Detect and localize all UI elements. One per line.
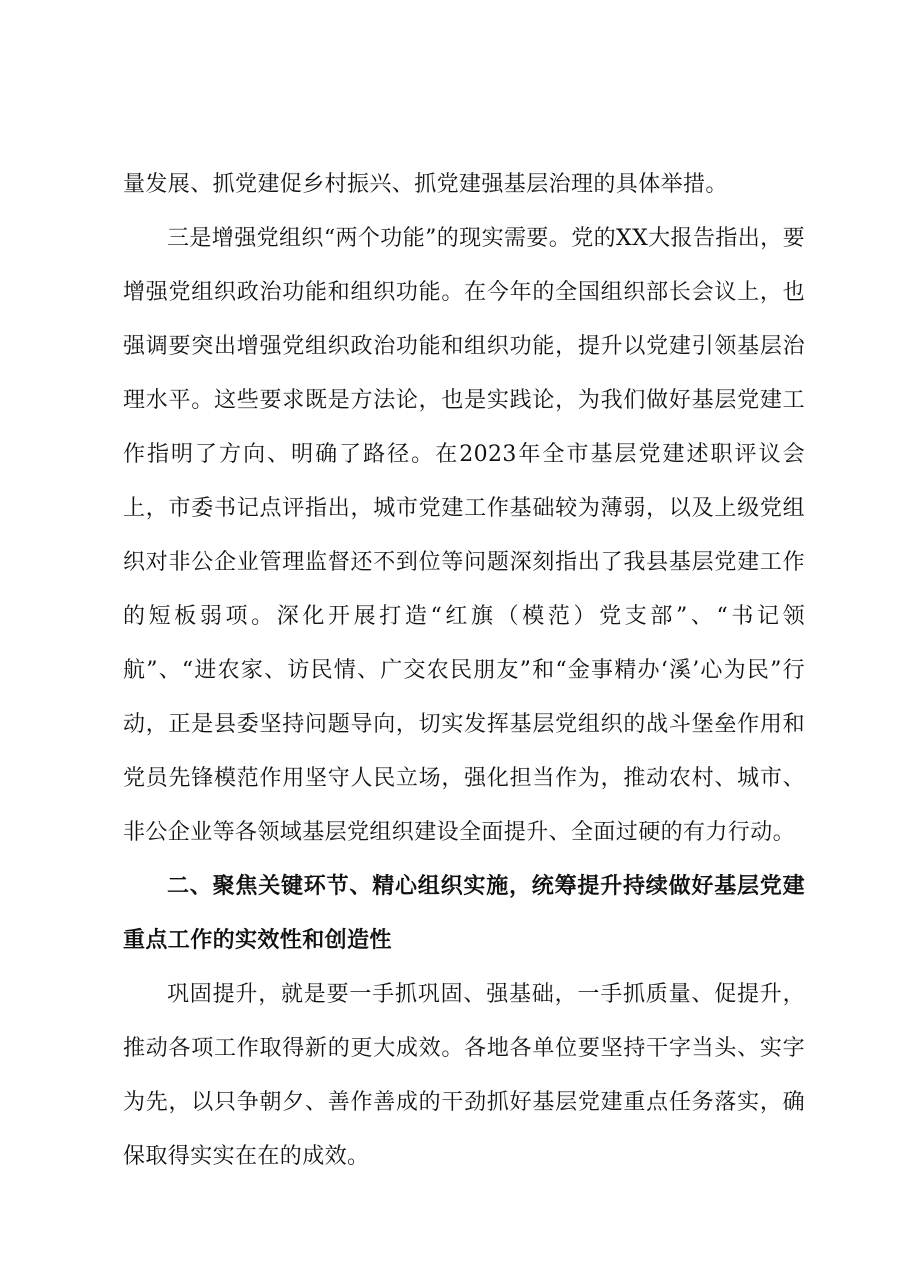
continuation-paragraph: 量发展、抓党建促乡村振兴、抓党建强基层治理的具体举措。	[123, 172, 728, 197]
section-heading: 二、聚焦关键环节、精心组织实施，统筹提升持续做好基层党建重点工作的实效性和创造性	[123, 874, 805, 953]
body-paragraph-two-functions: 三是增强党组织“两个功能”的现实需要。党的XX大报告指出，要增强党组织政治功能和组织功能。在今年的全国组织部长会议上，也强调要突出增强党组织政治功能和组织功能，提升以党建引领基层治理水平。这些要求既是方法论，也是实践论，为我们做好基层党建工作指明了方向、明确了路径。在2023年全市基层党建述职评议会上，市委书记点评指出，城市党建工作基础较为薄弱，以及上级党组织对非公企业管理监督还不到位等问题深刻指出了我县基层党建工作的短板弱项。深化开展打造“红旗（模范）党支部”、“书记领航”、“进农家、访民情、广交农民朋友”和“金事精办‘溪’心为民”行动，正是县委坚持问题导向，切实发挥基层党组织的战斗堡垒作用和党员先锋模范作用坚守人民立场，强化担当作为，推动农村、城市、非公企业等各领域基层党组织建设全面提升、全面过硬的有力行动。	[123, 226, 805, 845]
document-body	[123, 158, 805, 1184]
body-paragraph-consolidate: 巩固提升，就是要一手抓巩固、强基础，一手抓质量、促提升，推动各项工作取得新的更大成效。各地各单位要坚持干字当头、实字为先，以只争朝夕、善作善成的干劲抓好基层党建重点任务落实，确保取得实实在在的成效。	[123, 982, 805, 1169]
